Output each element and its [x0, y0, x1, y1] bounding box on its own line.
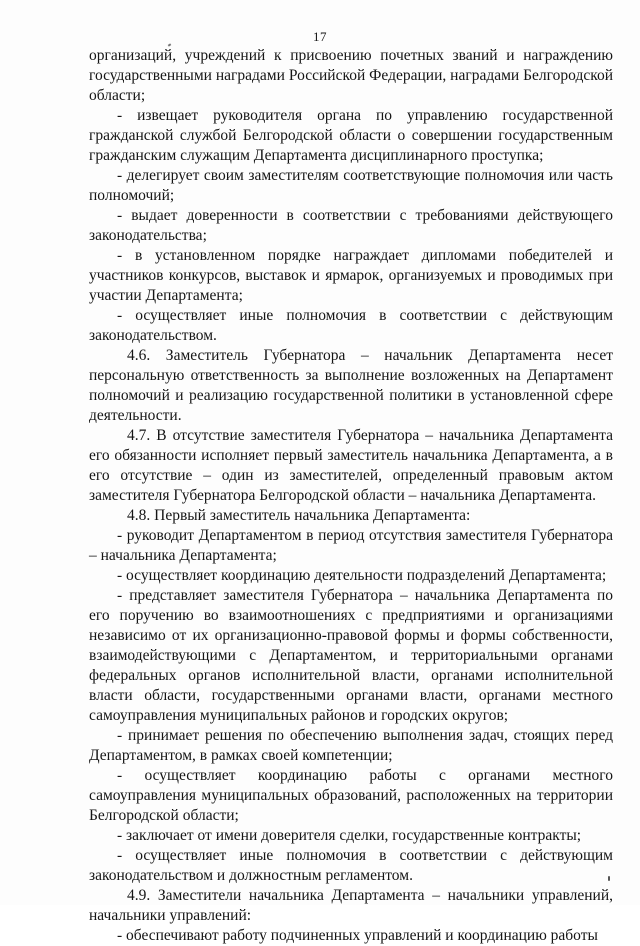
list-item: - извещает руководителя органа по управлению государственной гражданской службой Белгородской области о совершении государственным гражданским служащим Департамента дисциплинарного проступка; [89, 107, 613, 164]
list-item: - осуществляет координацию деятельности подразделений Департамента; [117, 567, 607, 584]
paragraph-continuation: организаций, учреждений к присвоению почетных званий и награждению государственными наградами Российской Федерации, наградами Белгородской области; [89, 47, 613, 104]
list-item: - принимает решения по обеспечению выполнения задач, стоящих перед Департаментом, в рамках своей компетенции; [89, 727, 613, 764]
section-4-6: 4.6. Заместитель Губернатора – начальник Департамента несет персональную ответственность за выполнение возложенных на Департамент полномочий и реализацию государственной политики в установленной сфере деятельности. [89, 347, 613, 424]
section-4-9-heading: 4.9. Заместители начальника Департамента – начальники управлений, начальники управлений: [89, 887, 613, 924]
list-item: - обеспечивают работу подчиненных управлений и координацию работы [117, 927, 598, 944]
page-number: 17 [313, 29, 327, 44]
list-item: - заключает от имени доверителя сделки, государственные контракты; [117, 827, 582, 844]
list-item: - осуществляет иные полномочия в соответствии с действующим законодательством. [89, 307, 613, 344]
list-item: - осуществляет иные полномочия в соответствии с действующим законодательством и должностным регламентом. [89, 847, 613, 884]
list-item: - осуществляет координацию работы с органами местного самоуправления муниципальных образований, расположенных на территории Белгородской области; [89, 767, 613, 824]
list-item: - выдает доверенности в соответствии с требованиями действующего законодательства; [89, 207, 613, 244]
list-item: - представляет заместителя Губернатора – начальника Департамента по его поручению во взаимоотношениях с предприятиями и организациями независимо от их организационно-правовой формы и формы собственности, взаимодействующими с Департаментом, и территориальными органами федеральных органов исполнительной власти, органами исполнительной власти области, государственными органами власти, органами местного самоуправления муниципальных районов и городских округов; [89, 587, 613, 724]
document-body [89, 46, 613, 946]
section-4-8-heading: 4.8. Первый заместитель начальника Департамента: [127, 507, 471, 524]
list-item: - руководит Департаментом в период отсутствия заместителя Губернатора – начальника Департамента; [89, 527, 613, 564]
list-item: - делегирует своим заместителям соответствующие полномочия или часть полномочий; [89, 167, 613, 204]
section-4-7: 4.7. В отсутствие заместителя Губернатора – начальника Департамента его обязанности исполняет первый заместитель начальника Департамента, а в его отсутствие – один из заместителей, определенный правовым актом заместителя Губернатора Белгородской области – начальника Департамента. [89, 427, 613, 504]
scan-mark [608, 876, 610, 881]
list-item: - в установленном порядке награждает дипломами победителей и участников конкурсов, выставок и ярмарок, организуемых и проводимых при участии Департамента; [89, 247, 613, 304]
